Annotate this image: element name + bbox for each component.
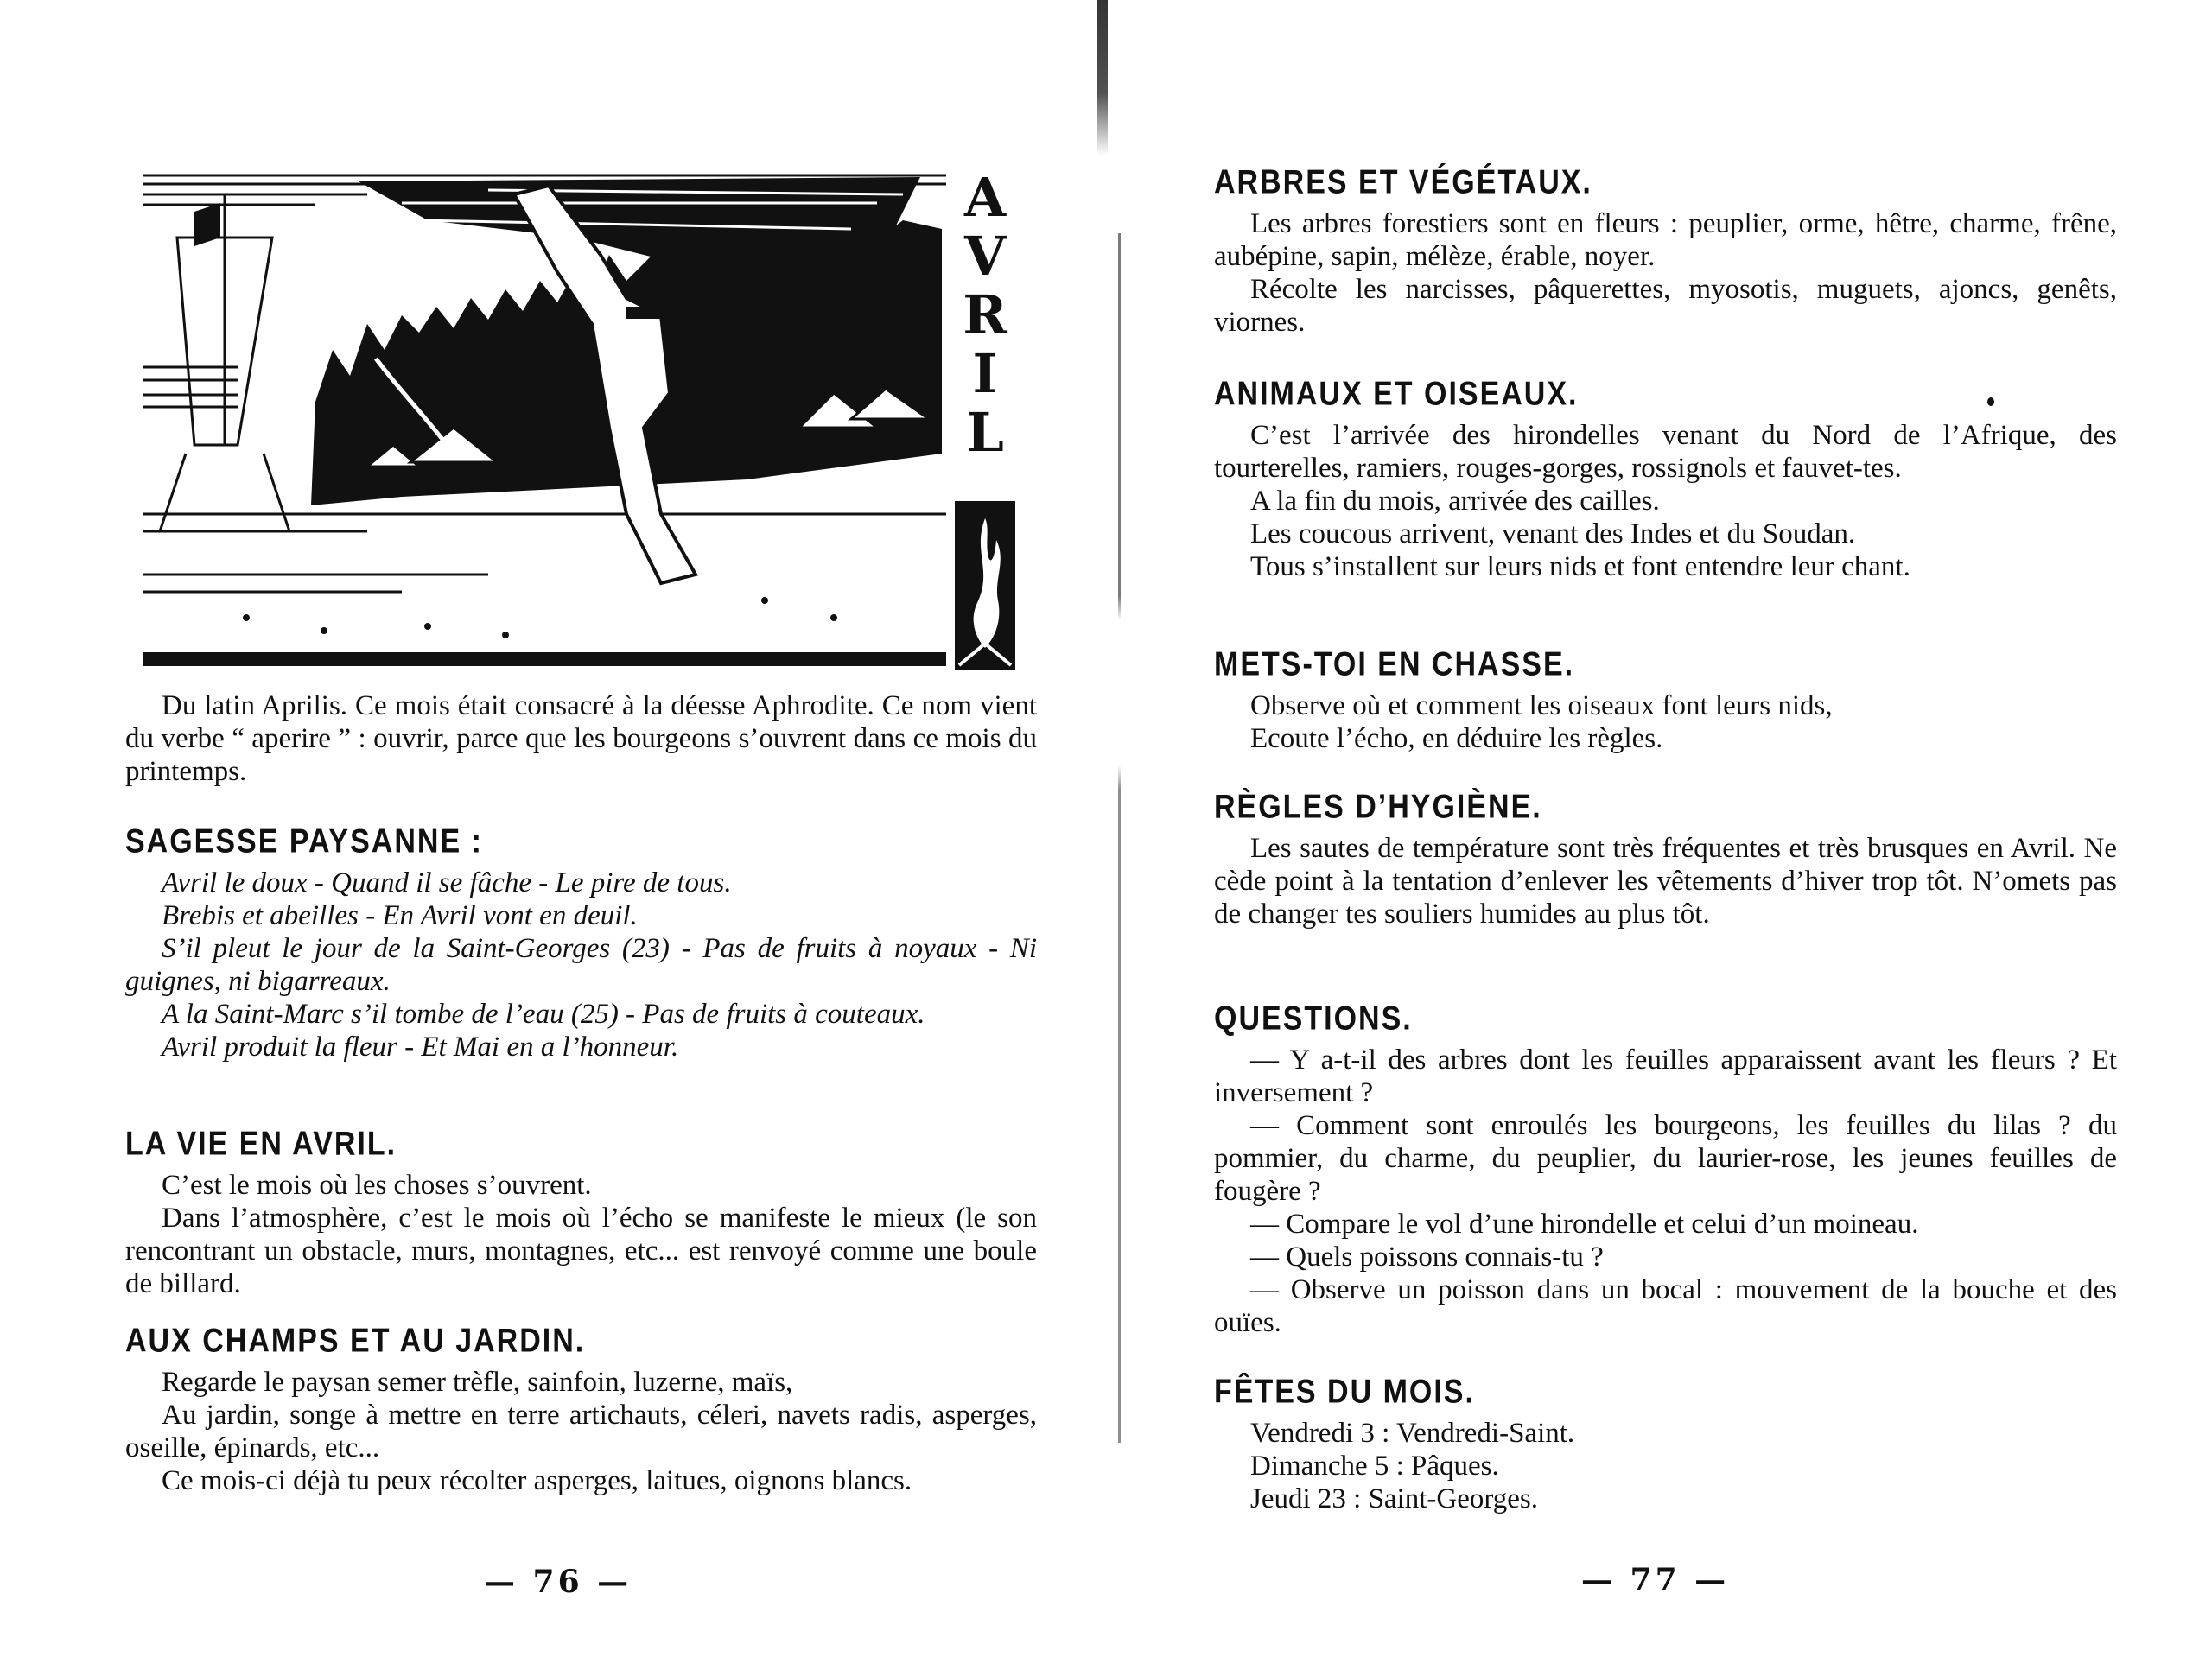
section-arbres-vegetaux: [1214, 163, 2117, 339]
section-mets-toi-en-chasse: [1214, 645, 2117, 755]
question-line: — Quels poissons connais-tu ?: [1250, 1241, 1604, 1273]
body-line: Observe où et comment les oiseaux font leurs nids,: [1250, 690, 1833, 721]
feast-line: Dimanche 5 : Pâques.: [1250, 1451, 1499, 1482]
ink-speck: [1987, 397, 1994, 406]
section-heading: LA VIE EN AVRIL.: [125, 1125, 397, 1163]
body-line: Les arbres forestiers sont en fleurs : peuplier, orme, hêtre, charme, frêne, aubépine, sapin, mélèze, érable, noyer.: [1214, 208, 2117, 272]
campfire-icon: [955, 501, 1015, 670]
section-heading: QUESTIONS.: [1214, 1000, 1413, 1038]
section-aux-champs: [125, 1324, 1037, 1497]
section-heading: AUX CHAMPS ET AU JARDIN.: [125, 1322, 586, 1360]
question-line: — Observe un poisson dans un bocal : mouvement de la bouche et des ouïes.: [1214, 1274, 2117, 1338]
title-letter: L: [966, 401, 1004, 464]
proverb-line: A la Saint-Marc s’il tombe de l’eau (25) - Pas de fruits à couteaux.: [162, 999, 925, 1030]
body-line: Les sautes de température sont très fréquentes et très brusques en Avril. Ne cède point à la tentation d’enlever les vêtements d’hiver trop tôt. N’omets pas de changer tes souliers humides au plus tôt.: [1214, 833, 2117, 930]
body-line: Les coucous arrivent, venant des Indes et du Soudan.: [1250, 518, 1856, 549]
proverb-line: Avril produit la fleur - Et Mai en a l’honneur.: [162, 1032, 679, 1063]
body-line: C’est l’arrivée des hirondelles venant du Nord de l’Afrique, des tourterelles, ramiers, rouges-gorges, rossignols et fauvet-tes.: [1214, 420, 2117, 484]
body-line: Regarde le paysan semer trèfle, sainfoin, luzerne, maïs,: [162, 1367, 793, 1398]
body-line: Ecoute l’écho, en déduire les règles.: [1250, 723, 1663, 754]
title-letter: A: [963, 166, 1007, 229]
body-line: Récolte les narcisses, pâquerettes, myosotis, muguets, ajoncs, genêts, viornes.: [1214, 274, 2117, 338]
question-line: — Y a-t-il des arbres dont les feuilles apparaissent avant les fleurs ? Et inversement ?: [1214, 1044, 2117, 1108]
page-number-left: — 76 —: [484, 1564, 632, 1600]
month-vertical-title: [955, 168, 1015, 670]
intro-paragraph: [125, 689, 1037, 788]
section-la-vie-en-avril: [125, 1127, 1037, 1300]
title-letter: V: [963, 225, 1007, 288]
page-number-right: — 77 —: [1581, 1562, 1730, 1598]
body-line: Au jardin, songe à mettre en terre artichauts, céleri, navets radis, asperges, oseille, épinards, etc...: [125, 1400, 1037, 1463]
camp-scene-image: [143, 168, 1015, 670]
section-fetes-du-mois: [1214, 1375, 2117, 1515]
gutter-shadow: [1097, 0, 1108, 156]
section-animaux-oiseaux: [1214, 375, 2117, 583]
section-heading: ARBRES ET VÉGÉTAUX.: [1214, 163, 1592, 201]
section-heading: SAGESSE PAYSANNE :: [125, 822, 483, 860]
title-letter: R: [963, 283, 1007, 346]
section-questions: [1214, 1002, 2117, 1339]
title-letter: I: [972, 342, 998, 405]
feast-line: Jeudi 23 : Saint-Georges.: [1250, 1483, 1539, 1514]
section-regles-hygiene: [1214, 790, 2117, 930]
proverb-line: S’il pleut le jour de la Saint-Georges (23) - Pas de fruits à noyaux - Ni guignes, ni bigarreaux.: [125, 933, 1037, 997]
body-line: A la fin du mois, arrivée des cailles.: [1250, 486, 1660, 517]
feast-line: Vendredi 3 : Vendredi-Saint.: [1250, 1418, 1575, 1449]
april-illustration: [143, 168, 1015, 670]
question-line: — Comment sont enroulés les bourgeons, les feuilles du lilas ? du pommier, du charme, du peuplier, du laurier-rose, les jeunes feuilles de fougère ?: [1214, 1110, 2117, 1207]
body-line: Dans l’atmosphère, c’est le mois où l’écho se manifeste le mieux (le son rencontrant un obstacle, murs, montagnes, etc... est renvoyé comme une boule de billard.: [125, 1203, 1037, 1299]
section-sagesse-paysanne: [125, 822, 1037, 1063]
body-line: C’est le mois où les choses s’ouvrent.: [162, 1170, 592, 1201]
body-line: Tous s’installent sur leurs nids et font entendre leur chant.: [1250, 551, 1910, 582]
section-heading: METS-TOI EN CHASSE.: [1214, 645, 1575, 683]
section-heading: RÈGLES D’HYGIÈNE.: [1214, 788, 1542, 826]
section-heading: FÊTES DU MOIS.: [1214, 1373, 1475, 1411]
proverb-line: Avril le doux - Quand il se fâche - Le pire de tous.: [162, 867, 732, 898]
question-line: — Compare le vol d’une hirondelle et celui d’un moineau.: [1250, 1209, 1919, 1240]
section-heading: ANIMAUX ET OISEAUX.: [1214, 375, 1579, 413]
body-line: Ce mois-ci déjà tu peux récolter asperges, laitues, oignons blancs.: [162, 1465, 912, 1496]
intro-text: Du latin Aprilis. Ce mois était consacré à la déesse Aphrodite. Ce nom vient du verbe “ aperire ” : ouvrir, parce que les bourgeons s’ouvrent dans ce mois du printemps.: [125, 690, 1037, 787]
proverb-line: Brebis et abeilles - En Avril vont en deuil.: [162, 900, 638, 931]
